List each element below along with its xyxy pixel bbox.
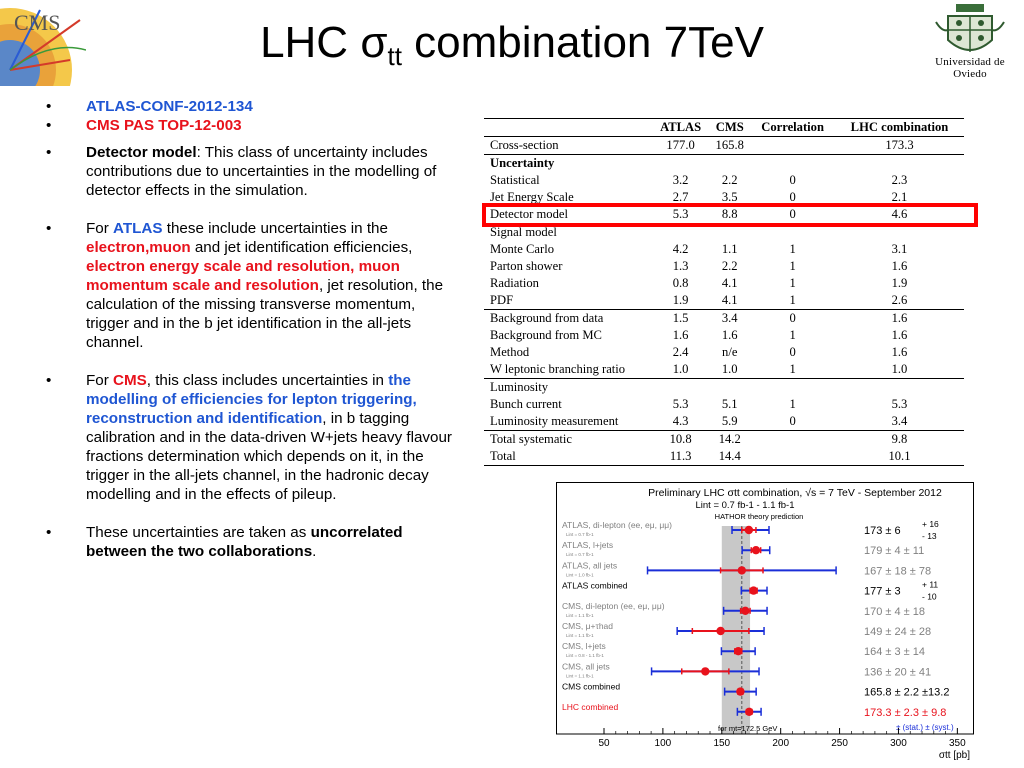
- bullet-atlas-details: • For ATLAS these include uncertainties in the electron,muon and jet identification efficiencies, electron energy scale and resolution, muon momentum scale and resolution, jet resolution, the calculation of the missing transverse momentum, trigger and in the b jet identification in the all-jets channel.: [46, 220, 444, 351]
- table-row-label: Luminosity measurement: [490, 414, 619, 428]
- table-row: [484, 448, 964, 466]
- measurement-point: [734, 647, 742, 655]
- spacer: [46, 352, 460, 371]
- table-row: [484, 155, 964, 173]
- table-cell: 2.1: [891, 190, 908, 204]
- x-tick-label: 200: [772, 738, 790, 749]
- syst-up-value: + 11: [922, 579, 939, 590]
- table-cell: [750, 431, 835, 449]
- measurement-label: ATLAS, all jets: [562, 560, 618, 571]
- table-cell: 1.6: [672, 328, 689, 342]
- measurement-lumi: Lint = 1.1 fb-1: [566, 673, 594, 679]
- bullet-uncorrelated: • These uncertainties are taken as uncorrelated between the two collaborations.: [46, 524, 403, 560]
- table-row-label: Statistical: [490, 173, 540, 187]
- measurement-lumi: Lint = 1.1 fb-1: [566, 612, 594, 618]
- table-row: [484, 396, 964, 413]
- table-row-label: Total: [484, 448, 652, 466]
- measurement-label: LHC combined: [562, 701, 619, 712]
- table-row-label: Cross-section: [484, 137, 652, 155]
- chart-subtitle: Lint = 0.7 fb-1 - 1.1 fb-1: [695, 500, 795, 511]
- table-cell: 2.7: [672, 190, 689, 204]
- x-tick-label: 300: [890, 738, 907, 749]
- table-cell: 1.0: [672, 362, 689, 376]
- table-cell: 4.6: [891, 207, 908, 221]
- table-row: [484, 413, 964, 431]
- cms-pas-reference: CMS PAS TOP-12-003: [86, 117, 242, 134]
- table-cell: 1: [789, 293, 796, 307]
- syst-up-value: + 16: [922, 519, 939, 529]
- measurement-value: 136 ± 20 ± 41: [864, 666, 932, 679]
- table-cell: 1.6: [721, 328, 738, 342]
- table-cell: 173.3: [835, 137, 964, 155]
- table-cell: 3.1: [891, 242, 908, 256]
- table-cell: [750, 137, 835, 155]
- table-cell: 1: [789, 328, 796, 342]
- table-cell: [652, 379, 709, 397]
- measurement-value: 173 ± 6: [864, 525, 901, 537]
- table-cell: 1: [789, 362, 796, 376]
- table-cell: 5.1: [721, 397, 738, 411]
- table-row: [484, 431, 964, 449]
- detector-model-highlight: [482, 203, 978, 227]
- table-cell: [652, 155, 709, 173]
- measurement-label: ATLAS, l+jets: [562, 540, 614, 551]
- table-cell: 0: [789, 207, 796, 221]
- x-tick-label: 150: [713, 738, 731, 749]
- table-row: [484, 344, 964, 361]
- table-cell: 0: [750, 310, 835, 328]
- table-cell: 3.4: [709, 310, 750, 328]
- table-cell: 2.2: [721, 259, 738, 273]
- slide-title: LHC $\sigma_{tt}$ combination 7TeV: [260, 18, 764, 71]
- x-tick-label: 50: [598, 738, 610, 749]
- measurement-point: [752, 546, 760, 554]
- measurement-value: 165.8 ± 2.2 ±13.2: [864, 686, 950, 699]
- x-axis-label: σtt [pb]: [938, 750, 970, 761]
- table-row-label: Background from MC: [490, 328, 602, 342]
- table-cell: [750, 379, 835, 397]
- table-cell: 0: [789, 414, 796, 428]
- table-cell: 1.6: [891, 345, 908, 359]
- measurement-lumi: Lint = 0.7 fb-1: [566, 552, 594, 558]
- syst-down-value: - 10: [922, 591, 937, 602]
- table-cell: 1: [789, 242, 796, 256]
- measurement-value: 173.3 ± 2.3 ± 9.8: [864, 706, 947, 719]
- bullet-list: [46, 97, 460, 561]
- table-row-label: Uncertainty: [484, 155, 652, 173]
- table-row-label: Detector model: [490, 207, 568, 221]
- table-cell: n/e: [722, 345, 738, 359]
- measurement-lumi: Lint = 1.0 fb-1: [566, 572, 594, 578]
- table-cell: 4.1: [721, 293, 738, 307]
- measurement-point: [749, 586, 757, 594]
- table-header-cell: CMS: [709, 119, 750, 137]
- table-cell: 2.4: [672, 345, 689, 359]
- table-row-label: Method: [490, 345, 530, 359]
- stat-syst-legend: ± (stat.) ± (syst.): [896, 723, 954, 732]
- mass-note: for mt=172.5 GeV: [718, 724, 778, 733]
- table-row: [484, 172, 964, 189]
- measurement-point: [745, 526, 753, 534]
- measurement-lumi: Lint = 0.8 - 1.1 fb-1: [566, 653, 604, 659]
- measurement-label: ATLAS, di-lepton (ee, eμ, μμ): [562, 520, 672, 530]
- sigma-symbol: σ: [360, 18, 388, 67]
- cms-logo-text: CMS: [14, 10, 61, 35]
- table-row: [484, 275, 964, 292]
- table-cell: 177.0: [652, 137, 709, 155]
- table-cell: 5.9: [721, 414, 738, 428]
- measurement-point: [738, 566, 746, 574]
- table-row: [484, 241, 964, 258]
- table-cell: 1.9: [672, 293, 689, 307]
- table-row-label: Luminosity: [484, 379, 652, 397]
- table-cell: 4.2: [672, 242, 689, 256]
- measurement-value: 149 ± 24 ± 28: [864, 626, 932, 638]
- table-row-label: Bunch current: [490, 397, 562, 411]
- table-cell: 1.0: [721, 362, 738, 376]
- table-cell: 14.4: [709, 448, 750, 466]
- measurement-point: [701, 667, 709, 675]
- measurement-value: 179 ± 4 ± 11: [864, 545, 925, 558]
- table-cell: 1.6: [891, 259, 908, 273]
- table-header-row: [484, 119, 964, 137]
- table-cell: 3.5: [721, 190, 738, 204]
- table-row-label: Signal model: [484, 224, 652, 242]
- table-cell: 3.4: [891, 414, 908, 428]
- table-row-label: Parton shower: [490, 259, 563, 273]
- table-cell: 165.8: [709, 137, 750, 155]
- table-row-label: Monte Carlo: [490, 242, 555, 256]
- table-cell: [835, 155, 964, 173]
- table-cell: [835, 379, 964, 397]
- table-row: [484, 327, 964, 344]
- table-row: [484, 137, 964, 155]
- table-row-label: W leptonic branching ratio: [490, 362, 626, 376]
- measurement-label: CMS combined: [562, 681, 621, 692]
- spacer: [46, 200, 460, 219]
- chart-title: Preliminary LHC σtt combination, √s = 7 TeV - September 2012: [648, 487, 942, 499]
- syst-down-value: - 13: [922, 531, 937, 541]
- measurement-point: [716, 627, 724, 635]
- table-cell: 5.3: [672, 207, 689, 221]
- x-tick-label: 250: [831, 738, 848, 749]
- table-row: [484, 292, 964, 310]
- measurement-label: CMS, l+jets: [562, 641, 606, 652]
- table-cell: 1: [789, 276, 796, 290]
- table-cell: [709, 155, 750, 173]
- measurement-label: ATLAS combined: [562, 580, 628, 591]
- measurement-label: CMS, di-lepton (ee, eμ, μμ): [562, 600, 665, 611]
- table-cell: 1: [789, 397, 796, 411]
- bullet-cms-details: • For CMS, this class includes uncertainties in the modelling of efficiencies for lepton triggering, reconstruction and identification, in b tagging calibration and in the data-driven W+jets heavy flavour fractions determination which depends on it, in the trigger in the all-jets channel, in the hadronic decay modelling and in the effects of pileup.: [46, 372, 452, 503]
- table-cell: 1: [789, 259, 796, 273]
- table-cell: 10.8: [652, 431, 709, 449]
- table-row-label: PDF: [490, 293, 514, 307]
- table-cell: 1.1: [721, 242, 738, 256]
- band-label: HATHOR theory prediction: [714, 512, 804, 521]
- table-cell: 2.2: [721, 173, 738, 187]
- table-row-label: Total systematic: [484, 431, 652, 449]
- table-cell: 8.8: [721, 207, 738, 221]
- measurement-value: 164 ± 3 ± 14: [864, 646, 926, 659]
- table-cell: 0: [789, 345, 796, 359]
- table-cell: 1.9: [891, 276, 908, 290]
- table-cell: 1.6: [891, 328, 908, 342]
- measurement-label: CMS, all jets: [562, 661, 610, 672]
- measurement-value: 177 ± 3: [864, 585, 901, 598]
- table-header-cell: ATLAS: [652, 119, 709, 137]
- table-header-cell: LHC combination: [835, 119, 964, 137]
- combination-plot: [556, 482, 974, 764]
- measurement-lumi: Lint = 1.1 fb-1: [566, 633, 594, 638]
- table-header-cell: [484, 119, 652, 137]
- table-cell: 1.6: [835, 310, 964, 328]
- table-cell: 9.8: [835, 431, 964, 449]
- table-cell: 0: [789, 173, 796, 187]
- title-subscript: tt: [387, 41, 402, 71]
- table-cell: 2.6: [891, 293, 908, 307]
- measurement-label: CMS, μ+τhad: [562, 621, 614, 631]
- table-cell: 1.5: [652, 310, 709, 328]
- table-row-label: Background from data: [484, 310, 652, 328]
- measurement-point: [745, 708, 753, 716]
- table-cell: 5.3: [891, 397, 908, 411]
- uncertainty-table: [484, 118, 964, 463]
- table-row: [484, 310, 964, 328]
- table-cell: 11.3: [652, 448, 709, 466]
- table-cell: 3.2: [672, 173, 689, 187]
- table-cell: [709, 379, 750, 397]
- combination-chart: [556, 482, 974, 764]
- table-row: [484, 361, 964, 379]
- x-tick-label: 350: [949, 738, 966, 749]
- table-cell: 14.2: [709, 431, 750, 449]
- table-cell: 10.1: [835, 448, 964, 466]
- university-name: Universidad de Oviedo: [935, 56, 1005, 80]
- atlas-conf-reference: ATLAS-CONF-2012-134: [86, 98, 253, 115]
- bullet-cms-ref: • CMS PAS TOP-12-003: [46, 117, 242, 134]
- table-cell: [750, 448, 835, 466]
- table-row-label: Radiation: [490, 276, 539, 290]
- table-cell: 4.1: [721, 276, 738, 290]
- table-cell: 5.3: [672, 397, 689, 411]
- table-row-label: Jet Energy Scale: [490, 190, 574, 204]
- measurement-value: 167 ± 18 ± 78: [864, 565, 932, 578]
- table-cell: [750, 155, 835, 173]
- bullet-atlas-ref: • ATLAS-CONF-2012-134: [46, 98, 253, 115]
- measurement-point: [741, 607, 749, 615]
- table-row: [484, 379, 964, 397]
- table-cell: 0.8: [672, 276, 689, 290]
- spacer: [46, 504, 460, 523]
- table-header-cell: Correlation: [750, 119, 835, 137]
- table-cell: 4.3: [672, 414, 689, 428]
- table-cell: 2.3: [891, 173, 908, 187]
- table-row: [484, 258, 964, 275]
- table-cell: 1.0: [891, 362, 908, 376]
- table-cell: 0: [789, 190, 796, 204]
- measurement-value: 170 ± 4 ± 18: [864, 605, 926, 618]
- measurement-lumi: Lint = 0.7 fb-1: [566, 532, 594, 537]
- bullet-detector-model: • Detector model: This class of uncertainty includes contributions due to uncertainties in the modelling of detector effects in the simulation.: [46, 144, 437, 199]
- table-cell: 1.3: [672, 259, 689, 273]
- measurement-point: [736, 687, 744, 695]
- x-tick-label: 100: [654, 738, 672, 749]
